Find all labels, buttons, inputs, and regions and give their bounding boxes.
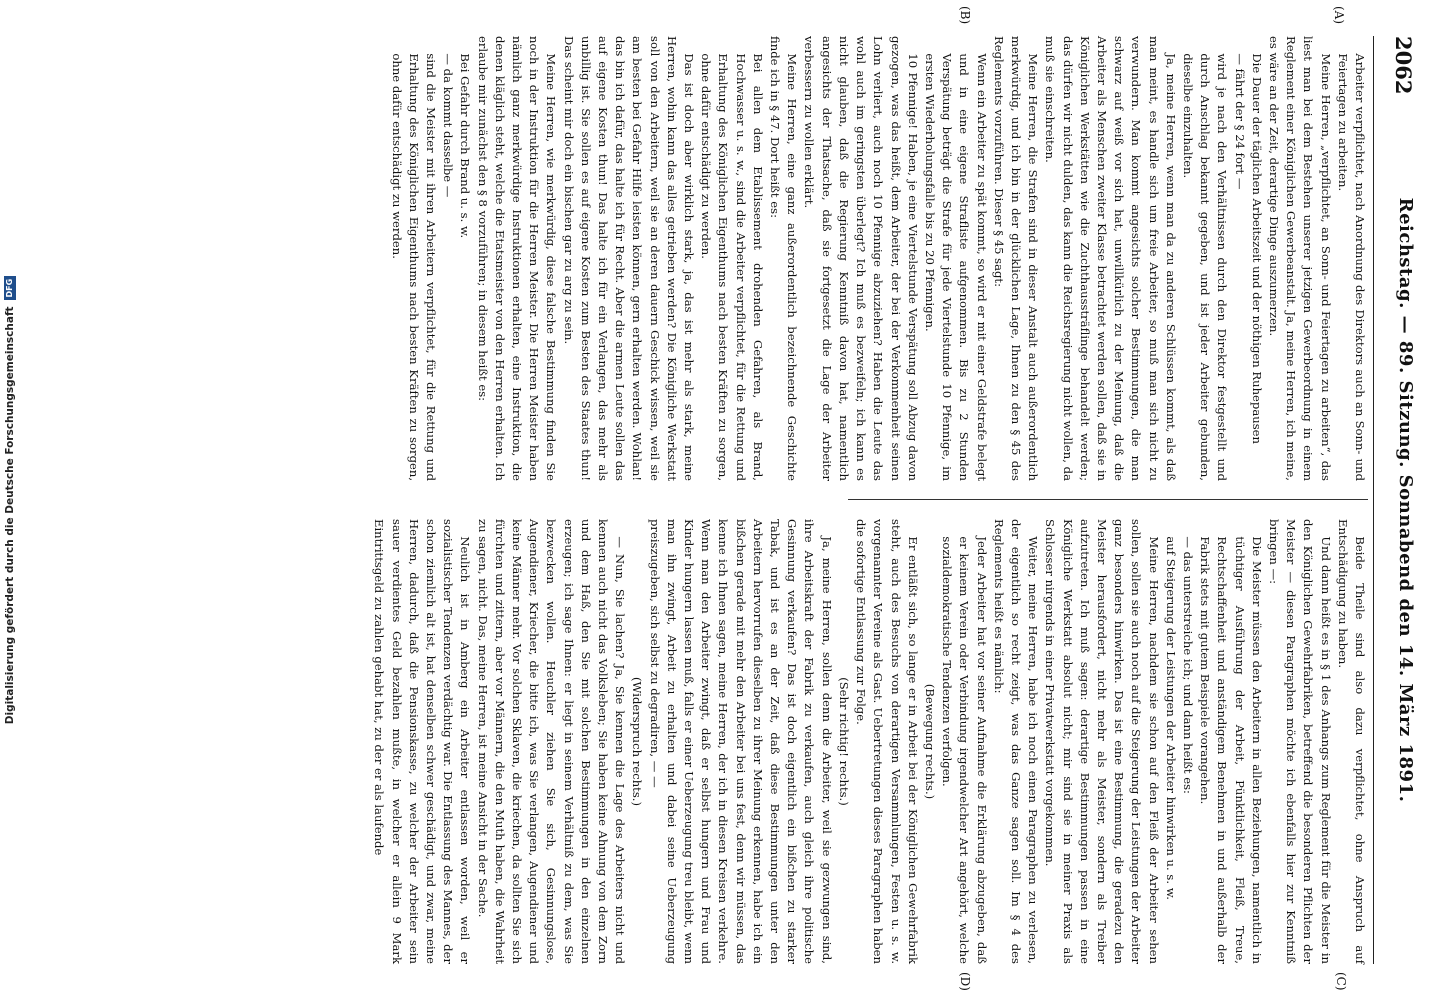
right-text-column [370, 519, 1368, 964]
page-number: 2062 [1391, 36, 1416, 95]
paragraph: — fährt der § 24 fort — [1232, 53, 1247, 190]
paragraph: Und dann heißt es in § 1 des Anhangs zum Reglement für die Meister in den Königlichen Gewehrfabriken, betreffend die besonderen Pflichten der Meister — diesen Paragraphen möchte ich ebenfalls hier zur Kenntniß bringen —: [1266, 519, 1333, 964]
running-header-title: Reichstag. — 89. Sitzung. Sonnabend den 14. März 1891. [1395, 197, 1416, 803]
paragraph: wird je nach den Verhältnissen durch den Direktor festgestellt und durch Anschlag bekannt gegeben, und ist jeder Arbeiter gebunden, dieselbe einzuhalten. [1180, 53, 1230, 481]
paragraph: — das unterstreiche ich; und dann heißt es: [1180, 536, 1195, 794]
paragraph: Weiter, meine Herren, habe ich noch einen Paragraphen zu verlesen, der eigentlich so recht zeigt, was das Ganze sagen soll. Im § 4 des Reglements heißt es nämlich: [991, 519, 1041, 964]
paragraph: Neulich ist in Amberg ein Arbeiter entlassen worden, weil er sozialistischer Tendenzen verdächtig war. Die Entlassung des Mannes, der schon ziemlich alt ist, hat denselben schwer geschädigt, und zwar, meine Herren, dadurch, daß die Pensionskasse, zu welcher der Arbeiter sein sauer verdientes Geld bezahlen mußte, in welcher er allein 9 Mark Eintrittsgeld zu zahlen gehabt hat, zu der er als laufende [372, 519, 473, 964]
paragraph: Das ist doch aber wirklich stark, ja, das ist mehr als stark, meine Herren, wohin kann das alles getrieben werden? Die Königliche Werkstatt soll von den Arbeitern, weil sie an deren dauern Geschick wissen, weil sie am besten bei Gefahr Hilfe leisten können, gern erhalten werden. Wohlan! das bin ich dafür, das halte ich für Recht. Aber die armen Leute sollen das auf eigene Kosten thun! Das halte ich für ein Verlangen, das mehr als unbillig ist. Sie sollen es auf eigene Kosten zum Besten des Staates thun! Das scheint mir doch ein bischen gar zu arg zu sein. [561, 36, 697, 481]
margin-marker-b: (B) [958, 6, 972, 25]
margin-marker-c: (C) [1334, 972, 1348, 991]
paragraph: Bei allen dem Etablissement drohenden Gefahren, als Brand, Hochwasser u. s. w., sind die Arbeiter verpflichtet, für die Rettung und Erhaltung des Königlichen Eigenthums nach besten Kräften zu sorgen, ohne dafür entschädigt zu werden. [699, 53, 765, 481]
paragraph: Beide Theile sind also dazu verpflichtet, ohne Anspruch auf Entschädigung zu haben. [1335, 519, 1367, 964]
paragraph: Arbeiter verpflichtet, nach Anordnung des Direktors auch an Sonn- und Feiertagen zu arbeiten. [1335, 53, 1367, 481]
column-divider [848, 499, 1368, 500]
digitization-credit-text: Digitalisierung gefördert durch die Deutsche Forschungsgemeinschaft [4, 306, 16, 725]
margin-marker-d: (D) [958, 972, 972, 991]
header-rule [1373, 36, 1374, 964]
paragraph: Ja, meine Herren, wenn man da zu anderen Schlüssen kommt, als daß man meint, es handle sich um freie Arbeiter, so muß man sich nicht zu verwundern. Man kommt angesichts solcher Bestimmungen, die man schwarz auf weiß vor sich hat, unwillkürlich zu der Meinung, daß die Arbeiter als Menschen zweiter Klasse betrachtet werden sollen, daß sie in Königlichen Werkstätten wie die Zuchthaussträflinge behandelt werden; das dürfen wir nicht dulden, das kann die Reichsregierung nicht wollen, da muß sie einschreiten. [1043, 36, 1178, 481]
paragraph: Die Meister müssen den Arbeitern in allen Beziehungen, namentlich in tüchtiger Ausführung der Arbeit, Pünktlichkeit, Fleiß, Treue, Rechtschaffenheit und anständigem Benehmen in und außerhalb der Fabrik stets mit gutem Beispiele vorangehen. [1198, 536, 1264, 964]
paragraph: sind die Meister mit ihren Arbeitern verpflichtet, für die Rettung und Erhaltung des Königlichen Eigenthums nach besten Kräften zu sorgen, ohne dafür entschädigt zu werden. [389, 53, 439, 481]
paragraph: Bei Gefahr durch Brand u. s. w. [458, 53, 473, 239]
paragraph: — Nun, Sie lachen? Ja, Sie kennen die Lage des Arbeiters nicht und kennen auch nicht das Volksleben; Sie haben keine Ahnung von dem Zorn und dem Haß, den Sie mit solchen Bestimmungen in den einzelnen erzeugen; ich sage Ihnen: er liegt in seinem Verhältniß zu dem, was Sie bezwecken wollen. Heuchler ziehen Sie sich, Gesinnungslose, Augendiener, Kriecher, die bitte ich, was Sie verlangen, Augendiener und keine Männer mehr. Vor solchen Sklaven, die kriechen, da sollten Sie sich fürchten und zittern, aber vor Männern, die den Muth haben, die Wahrheit zu sagen, nicht. Das, meine Herren, ist meine Ansicht in der Sache. [475, 519, 628, 964]
paragraph: Die Dauer der täglichen Arbeitszeit und der nöthigen Ruhepausen [1249, 53, 1264, 445]
paragraph: Meine Herren, eine ganz außerordentlich bezeichnende Geschichte finde ich in § 47. Dort heißt es: [768, 36, 800, 481]
paragraph: — da kommt dasselbe — [441, 53, 456, 198]
paragraph: (Widerspruch rechts.) [630, 677, 645, 806]
left-text-column [387, 36, 1368, 481]
margin-marker-a: (A) [1332, 6, 1346, 25]
paragraph: Wenn ein Arbeiter zu spät kommt, so wird er mit einer Geldstrafe belegt und in eine eigene Strafliste aufgenommen. Bis zu 2 Stunden Verspätung beträgt die Strafe für jede Viertelstunde 10 Pfennige, im ersten Wiederholungsfalle bis zu 20 Pfennigen. [922, 53, 989, 481]
paragraph: Er entläßt sich, so lange er in Arbeit bei der Königlichen Gewehrfabrik steht, auch des Besuchs von derartigen Versammlungen, Festen u. s. w. vorgenannter Vereine als Gast. Uebertretungen dieses Paragraphen haben die sofortige Entlassung zur Folge. [854, 519, 920, 964]
paragraph: Meine Herren, wie merkwürdig, diese falsche Bestimmung finden Sie noch in der Instruktion für die Herren Meister. Die Herren Meister haben nämlich ganz merkwürdige Instruktionen erhalten, eine Instruktion, die denen kläglich steht, welche die Etatsmeister von den Herren erhalten. Ich erlaube mir zunächst den § 8 vorzuführen; in diesem heißt es: [475, 36, 559, 481]
paragraph: Ja, meine Herren, sollen denn die Arbeiter, weil sie gezwungen sind, ihre Arbeitskraft der Fabrik zu verkaufen, auch gleich ihre politische Gesinnung verkaufen? Das ist doch eigentlich ein bißchen zu starker Tabak, und ist es an der Zeit, daß diese Bestimmungen unter den Arbeitern hervorrufen dieselben zu ihrer Meinung erkennen, habe ich ein bißchen gerade mit mehr den Arbeiter bei uns fest, denn wir müssen, das kenne ich Ihnen sagen, meine Herren, der ich in diesen Kreisen verkehre. Wenn man den Arbeiter zwingt, daß er selbst hungern und Frau und Kinder hungern lassen muß, falls er einer Ueberzeugung treu bleibt, wenn man ihn zwingt, Arbeit zu erhalten und dabei seine Ueberzeugung preiszugeben, sich selbst zu degradiren, — — [647, 519, 834, 964]
paragraph: Meine Herren, „verpflichtet, an Sonn- und Feiertagen zu arbeiten“, das liest man bei dem Bestehen unserer jetzigen Gewerbeordnung in einem Reglement einer Königlichen Gewerbeanstalt. Ja, meine Herren, ich meine, es wäre an der Zeit, derartige Dinge auszumerzen. [1266, 36, 1333, 481]
paragraph: 10 Pfennige! Haben, je eine Viertelstunde Verspätung soll Abzug davon gezogen, was das heißt, dem Arbeiter, der bei der Verkommenheit seinen Lohn verliert, auch noch 10 Pfennige abzuziehen? Haben die Leute das wohl auch im geringsten überlegt? Ich muß es bezweifeln; ich kann es nicht glauben, daß die Regierung Kenntniß davon hat, namentlich angesichts der Thatsache, daß sie fortgesetzt die Lage der Arbeiter verbessern zu wollen erklärt. [802, 36, 920, 481]
paragraph: Meine Herren, nachdem sie schon auf den Fleiß der Arbeiter sehen sollen, sollen sie auch noch auf die Steigerung der Leistungen der Arbeiter ganz besonders hinwirken. Das ist eine Bestimmung, die geradezu den Meister herausfordert, nicht mehr als Meister, sondern als Treiber aufzutreten. Ich muß sagen: derartige Bestimmungen passen in eine Königliche Werkstatt absolut nicht; mir sind sie in meiner Praxis als Schlosser nirgends in einer Privatwerkstatt vorgekommen. [1043, 519, 1161, 964]
digitization-credit [4, 0, 24, 1000]
paragraph: Meine Herren, die Strafen sind in dieser Anstalt auch außerordentlich merkwürdig, und ich bin in der glücklichen Lage, Ihnen zu den § 45 des Reglements vorzuführen. Dieser § 45 sagt: [991, 36, 1041, 481]
paragraph: (Bewegung rechts.) [922, 683, 937, 800]
paragraph: Jeder Arbeiter hat vor seiner Aufnahme die Erklärung abzugeben, daß er keinem Verein oder Verbindung irgendwelcher Art angehört, welche sozialdemokratische Tendenzen verfolgen. [940, 536, 989, 964]
dfg-logo: DFG [4, 276, 16, 301]
paragraph: auf Steigerung der Leistungen der Arbeiter hinwirken u. s. w. [1163, 536, 1178, 900]
paragraph: (Sehr richtig! rechts.) [836, 677, 851, 806]
